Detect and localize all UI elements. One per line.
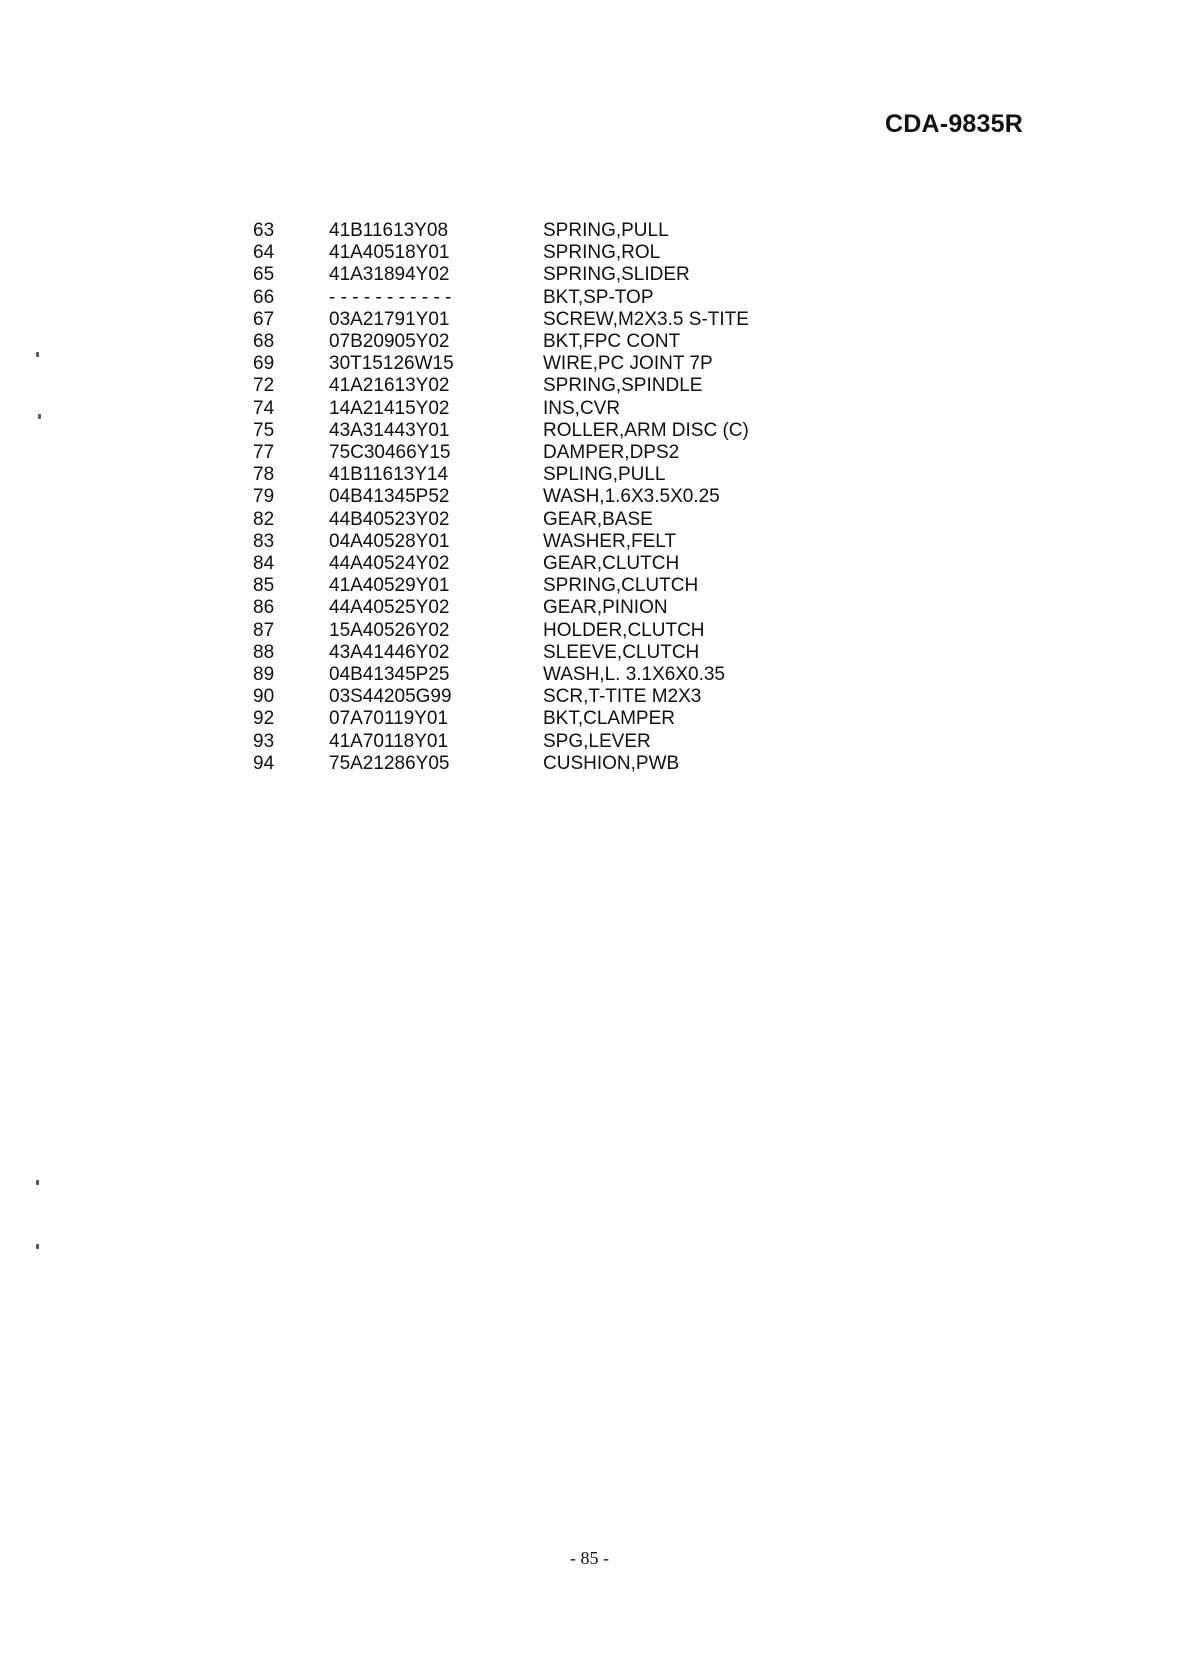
description-cell: WASHER,FELT — [543, 530, 677, 552]
description-cell: BKT,CLAMPER — [543, 708, 675, 730]
table-row — [253, 731, 803, 753]
part-number-cell: 07A70119Y01 — [329, 708, 449, 730]
table-row — [253, 575, 803, 597]
part-number-cell: 03A21791Y01 — [329, 308, 450, 330]
part-number-cell: 07B20905Y02 — [329, 331, 450, 353]
description-cell: WASH,L. 3.1X6X0.35 — [543, 664, 726, 686]
part-number-cell: 04B41345P25 — [329, 664, 450, 686]
description-cell: SCR,T-TITE M2X3 — [543, 686, 702, 708]
ref-number-cell: 64 — [253, 242, 275, 264]
part-number-cell: 14A21415Y02 — [329, 397, 450, 419]
part-number-cell: 41B11613Y08 — [329, 220, 449, 241]
ref-number-cell: 77 — [253, 442, 275, 464]
description-cell: SPRING,PULL — [543, 220, 669, 241]
table-row — [253, 686, 803, 708]
table-row — [253, 753, 803, 775]
table-row — [253, 420, 803, 442]
table-row — [253, 331, 803, 353]
ref-number-cell: 69 — [253, 353, 275, 375]
table-row — [253, 375, 803, 397]
ref-number-cell: 90 — [253, 686, 275, 708]
part-number-cell: 75C30466Y15 — [329, 442, 451, 464]
table-row — [253, 242, 803, 264]
table-row — [253, 553, 803, 575]
part-number-cell: 44A40525Y02 — [329, 597, 450, 619]
ref-number-cell: 85 — [253, 575, 275, 597]
scan-mark — [36, 1180, 39, 1185]
ref-number-cell: 63 — [253, 220, 275, 241]
description-cell: GEAR,BASE — [543, 508, 653, 530]
description-cell: SPLING,PULL — [543, 464, 666, 486]
description-cell: CUSHION,PWB — [543, 752, 680, 774]
table-row — [253, 287, 803, 309]
table-row — [253, 264, 803, 286]
description-cell: WASH,1.6X3.5X0.25 — [543, 486, 720, 508]
description-cell: DAMPER,DPS2 — [543, 442, 680, 464]
part-number-cell: 03S44205G99 — [329, 686, 452, 708]
part-number-cell: 75A21286Y05 — [329, 752, 450, 774]
description-cell: SLEEVE,CLUTCH — [543, 641, 700, 663]
table-row — [253, 531, 803, 553]
part-number-cell: 41A40518Y01 — [329, 242, 450, 264]
table-row — [253, 309, 803, 331]
part-number-cell: 41A21613Y02 — [329, 375, 450, 397]
ref-number-cell: 72 — [253, 375, 275, 397]
scan-mark — [38, 414, 41, 419]
table-row — [253, 442, 803, 464]
part-number-cell: 04A40528Y01 — [329, 530, 450, 552]
description-cell: SCREW,M2X3.5 S-TITE — [543, 308, 749, 330]
description-cell: SPG,LEVER — [543, 730, 651, 752]
model-title: CDA-9835R — [885, 110, 1023, 138]
part-number-cell: 44B40523Y02 — [329, 508, 450, 530]
description-cell: HOLDER,CLUTCH — [543, 619, 705, 641]
description-cell: GEAR,CLUTCH — [543, 553, 680, 575]
ref-number-cell: 84 — [253, 553, 275, 575]
parts-list-body — [253, 220, 803, 775]
ref-number-cell: 93 — [253, 730, 275, 752]
table-row — [253, 464, 803, 486]
part-number-cell: 41B11613Y14 — [329, 464, 449, 486]
table-row — [253, 597, 803, 619]
description-cell: ROLLER,ARM DISC (C) — [543, 419, 749, 441]
parts-list-table — [253, 220, 803, 775]
ref-number-cell: 79 — [253, 486, 275, 508]
part-number-cell: 04B41345P52 — [329, 486, 450, 508]
scan-mark — [36, 1244, 39, 1249]
ref-number-cell: 67 — [253, 308, 275, 330]
ref-number-cell: 66 — [253, 286, 275, 308]
table-row — [253, 642, 803, 664]
table-row — [253, 398, 803, 420]
description-cell: SPRING,CLUTCH — [543, 575, 699, 597]
part-number-cell: 41A31894Y02 — [329, 264, 450, 286]
ref-number-cell: 83 — [253, 530, 275, 552]
table-row — [253, 620, 803, 642]
table-row — [253, 353, 803, 375]
ref-number-cell: 88 — [253, 641, 275, 663]
description-cell: BKT,FPC CONT — [543, 331, 681, 353]
table-row — [253, 708, 803, 730]
ref-number-cell: 86 — [253, 597, 275, 619]
part-number-cell: 15A40526Y02 — [329, 619, 450, 641]
table-row — [253, 664, 803, 686]
part-number-cell: 43A31443Y01 — [329, 419, 450, 441]
part-number-cell: 41A70118Y01 — [329, 730, 449, 752]
scan-mark — [36, 352, 39, 357]
description-cell: SPRING,ROL — [543, 242, 661, 264]
part-number-cell: 41A40529Y01 — [329, 575, 450, 597]
description-cell: SPRING,SLIDER — [543, 264, 690, 286]
description-cell: BKT,SP-TOP — [543, 286, 654, 308]
part-number-cell: 43A41446Y02 — [329, 641, 450, 663]
ref-number-cell: 74 — [253, 397, 275, 419]
part-number-cell: - - - - - - - - - - - — [329, 286, 452, 308]
page-number: - 85 - — [570, 1548, 609, 1568]
ref-number-cell: 68 — [253, 331, 275, 353]
table-row — [253, 220, 803, 242]
table-row — [253, 509, 803, 531]
ref-number-cell: 87 — [253, 619, 275, 641]
description-cell: INS,CVR — [543, 397, 621, 419]
description-cell: GEAR,PINION — [543, 597, 668, 619]
part-number-cell: 30T15126W15 — [329, 353, 454, 375]
ref-number-cell: 78 — [253, 464, 275, 486]
ref-number-cell: 82 — [253, 508, 275, 530]
ref-number-cell: 92 — [253, 708, 275, 730]
table-row — [253, 486, 803, 508]
part-number-cell: 44A40524Y02 — [329, 553, 450, 575]
ref-number-cell: 94 — [253, 752, 275, 774]
ref-number-cell: 89 — [253, 664, 275, 686]
ref-number-cell: 65 — [253, 264, 275, 286]
description-cell: SPRING,SPINDLE — [543, 375, 703, 397]
ref-number-cell: 75 — [253, 419, 275, 441]
description-cell: WIRE,PC JOINT 7P — [543, 353, 713, 375]
